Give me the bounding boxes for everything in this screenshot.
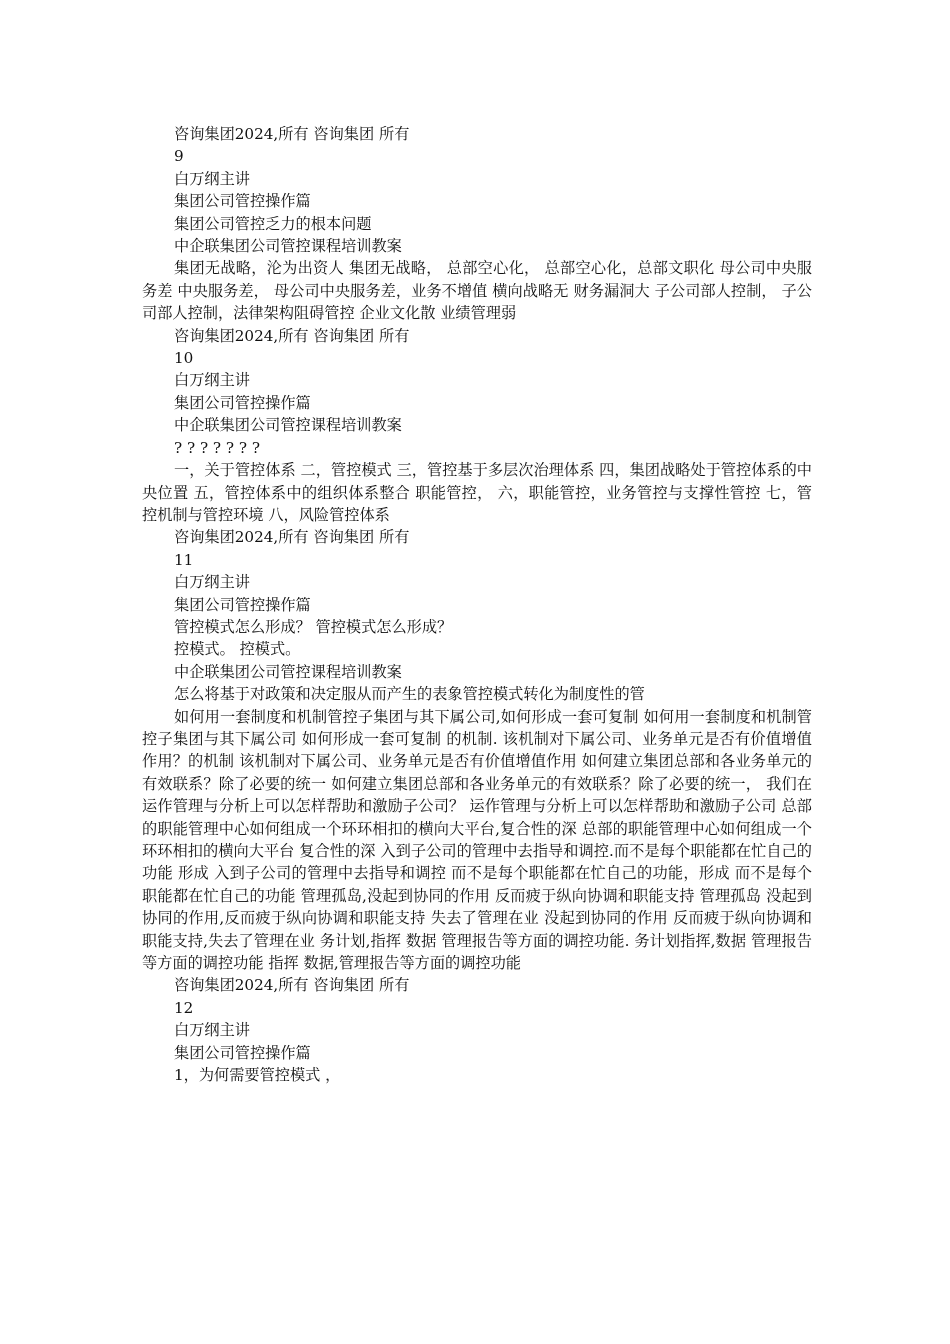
text-line: 咨询集团2024,所有 咨询集团 所有 [174, 125, 410, 143]
text-line: 12 [174, 998, 194, 1017]
text-line: 白万纲主讲 [174, 1021, 250, 1040]
text-line: 9 [174, 147, 184, 166]
text-line: 怎么将基于对政策和决定服从而产生的表象管控模式转化为制度性的管 [174, 685, 645, 704]
text-line: 咨询集团2024,所有 咨询集团 所有 [174, 326, 410, 345]
text-line: 咨询集团2024,所有 咨询集团 所有 [174, 976, 410, 995]
text-line: 集团公司管控操作篇 [174, 393, 311, 412]
text-line: 集团公司管控操作篇 [174, 192, 311, 211]
text-line: 10 [174, 349, 194, 368]
text-line: ? ? ? ? ? ? ? [174, 438, 260, 457]
body-paragraph: 一，关于管控体系 二，管控模式 三，管控基于多层次治理体系 四，集团战略处于管控体系的中央位置 五，管控体系中的组织体系整合 职能管控， 六，职能管控，业务管控与支撑性管控 七，管控机制与管控环境 八，风险管控体系 [142, 461, 812, 524]
text-line: 集团公司管控乏力的根本问题 [174, 214, 372, 233]
text-line: 中企联集团公司管控课程培训教案 [174, 237, 402, 256]
text-line: 白万纲主讲 [174, 573, 250, 592]
text-line: 集团公司管控操作篇 [174, 1043, 311, 1062]
text-line: 控模式。 控模式。 [174, 640, 301, 659]
text-line: 管控模式怎么形成？ 管控模式怎么形成？ [174, 617, 453, 636]
text-line: 白万纲主讲 [174, 169, 250, 188]
text-line: 11 [174, 550, 194, 569]
text-line: 中企联集团公司管控课程培训教案 [174, 416, 402, 435]
text-line: 1，为何需要管控模式 ， [174, 1066, 341, 1085]
text-line: 白万纲主讲 [174, 371, 250, 390]
document-body [142, 123, 812, 1086]
text-line: 集团公司管控操作篇 [174, 595, 311, 614]
body-paragraph: 集团无战略，沦为出资人 集团无战略， 总部空心化， 总部空心化，总部文职化 母公司中央服务差 中央服务差， 母公司中央服务差，业务不增值 横向战略无 财务漏洞大 子公司部人控制， 子公司部人控制，法律架构阻碍管控 企业文化散 业绩管理弱 [142, 259, 812, 323]
text-line: 中企联集团公司管控课程培训教案 [174, 662, 402, 681]
text-line: 咨询集团2024,所有 咨询集团 所有 [174, 528, 410, 547]
body-paragraph: 如何用一套制度和机制管控子集团与其下属公司,如何形成一套可复制 如何用一套制度和机制管控子集团与其下属公司 如何形成一套可复制 的机制. 该机制对下属公司、业务单元是否有价值增值作用？的机制 该机制对下属公司、业务单元是否有价值增值作用 如何建立集团总部和各业务单元的有效联系？除了必要的统一 如何建立集团总部和各业务单元的有效联系？除了必要的统一， 我们在 运作管理与分析上可以怎样帮助和激励子公司？ 运作管理与分析上可以怎样帮助和激励子公司 总部的职能管理中心如何组成一个环环相扣的横向大平台,复合性的深 总部的职能管理中心如何组成一个环环相扣的横向大平台 复合性的深 入到子公司的管理中去指导和调控.而不是每个职能都在忙自己的功能 形成 入到子公司的管理中去指导和调控 而不是每个职能都在忙自己的功能，形成 而不是每个职能都在忙自己的功能 管理孤岛,没起到协同的作用 反而疲于纵向协调和职能支持 管理孤岛 没起到协同的作用,反而疲于纵向协调和职能支持 失去了管理在业 没起到协同的作用 反而疲于纵向协调和职能支持,失去了管理在业 务计划,指挥 数据 管理报告等方面的调控功能. 务计划指挥,数据 管理报告等方面的调控功能 指挥 数据,管理报告等方面的调控功能 [142, 707, 812, 973]
